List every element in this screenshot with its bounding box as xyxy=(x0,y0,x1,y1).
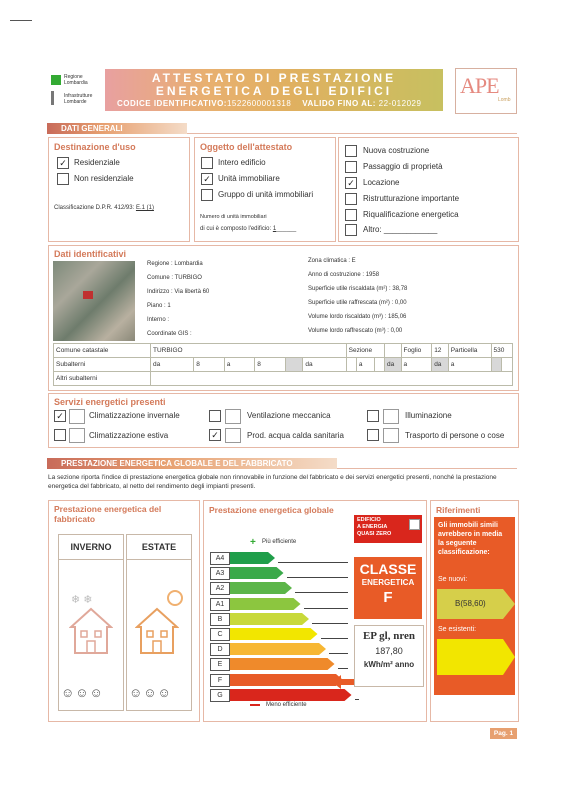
comune: Comune : TURBIGO xyxy=(147,275,202,281)
clima-estiva-checkbox[interactable] xyxy=(54,429,66,441)
riqualificazione-label: Riqualificazione energetica xyxy=(363,210,459,219)
clima-invernale-checkbox[interactable]: ✓ xyxy=(54,410,66,422)
house-summer-icon xyxy=(135,607,179,655)
fabbricato-panel xyxy=(48,500,200,722)
prestazione-intro: La sezione riporta l'indice di prestazione energetica globale non rinnovabile in funzione del fabbricato e dei servizi energetici presenti, nonché la prestazione energetica del fabbricato, al netto del rendimento degli impianti presenti. xyxy=(48,474,497,490)
ristrutturazione-label: Ristrutturazione importante xyxy=(363,194,460,203)
ape-logo-text: APE xyxy=(460,73,499,98)
gruppo-unita-checkbox[interactable] xyxy=(201,189,213,201)
summer-rating-faces: ☺☺☺ xyxy=(129,685,172,700)
da-label: da xyxy=(303,358,346,372)
satellite-map-image xyxy=(53,261,135,341)
region-logo xyxy=(47,69,97,113)
numero-unita-line1: Numero di unità immobiliari xyxy=(200,214,267,220)
acqua-calda-label: Prod. acqua calda sanitaria xyxy=(247,431,344,440)
volume-riscaldato: Volume lordo riscaldato (m³) : 185,06 xyxy=(308,314,407,320)
page-mark xyxy=(10,20,32,21)
indirizzo: Indirizzo : Via libertà 60 xyxy=(147,289,210,295)
class-bar-b xyxy=(230,613,310,625)
nuova-costruzione-checkbox[interactable] xyxy=(345,145,357,157)
class-label-g: G xyxy=(210,689,230,702)
title-band xyxy=(105,69,443,111)
classificazione: Classificazione D.P.R. 412/93: E.1 (1) xyxy=(54,205,154,211)
ep-label: EP gl, nren xyxy=(362,630,416,642)
class-label-d: D xyxy=(210,643,230,656)
particella-label: Particella xyxy=(448,344,491,358)
dati-identificativi-title: Dati identificativi xyxy=(54,249,127,259)
se-nuovi-label: Se nuovi: xyxy=(438,576,468,583)
class-value-line xyxy=(329,653,348,654)
intero-edificio-label: Intero edificio xyxy=(218,158,266,167)
document-title-line1: ATTESTATO DI PRESTAZIONE xyxy=(151,71,397,85)
comune-catastale-label: Comune catastale xyxy=(54,344,151,358)
se-nuovi-value: B(58,60) xyxy=(455,599,486,608)
inverno-cell xyxy=(58,534,124,711)
sun-icon xyxy=(167,590,183,606)
minus-icon xyxy=(250,704,260,706)
globale-panel xyxy=(203,500,427,722)
divider xyxy=(187,133,517,134)
ape-logo-sub: Lomb xyxy=(498,97,511,103)
da-label: da xyxy=(151,358,194,372)
class-label-a2: A2 xyxy=(210,582,230,595)
illuminazione-label: Illuminazione xyxy=(405,411,452,420)
dati-identificativi-panel xyxy=(48,245,519,391)
sezione-value xyxy=(385,344,402,358)
class-value-line xyxy=(338,668,349,669)
ventilazione-label: Ventilazione meccanica xyxy=(247,411,331,420)
a-label: a xyxy=(448,358,491,372)
empty-cell xyxy=(491,358,502,372)
zona-climatica: Zona climatica : E xyxy=(308,258,356,264)
class-value-line xyxy=(278,562,348,563)
class-bar-c xyxy=(230,628,319,640)
locazione-label: Locazione xyxy=(363,178,400,187)
class-label-f: F xyxy=(210,674,230,687)
clima-invernale-label: Climatizzazione invernale xyxy=(89,411,180,420)
altri-subalterni-label: Altri subalterni xyxy=(54,372,151,386)
sezione-label: Sezione xyxy=(346,344,384,358)
oggetto-panel xyxy=(194,137,336,242)
nuova-costruzione-label: Nuova costruzione xyxy=(363,146,430,155)
class-label-c: C xyxy=(210,628,230,641)
empty-cell xyxy=(502,358,513,372)
region-logo-text: Regione Lombardia xyxy=(64,74,88,86)
class-label-e: E xyxy=(210,658,230,671)
intero-edificio-checkbox[interactable] xyxy=(201,157,213,169)
unita-immobiliare-label: Unità immobiliare xyxy=(218,174,280,183)
inverno-label: INVERNO xyxy=(59,535,123,560)
da-label: da xyxy=(385,358,402,372)
residenziale-label: Residenziale xyxy=(74,158,120,167)
class-bar-a1 xyxy=(230,598,302,610)
classe-energetica-box: CLASSE ENERGETICA F xyxy=(354,557,422,619)
class-value-line xyxy=(355,699,359,700)
class-pointer-arrow-icon xyxy=(332,675,354,689)
globale-title: Prestazione energetica globale xyxy=(209,505,334,515)
nzeb-box: EDIFICIO A ENERGIA QUASI ZERO xyxy=(354,515,422,543)
class-value-line xyxy=(321,638,349,639)
divider xyxy=(337,468,517,469)
winter-rating-faces: ☺☺☺ xyxy=(61,685,104,700)
class-label-a4: A4 xyxy=(210,552,230,565)
air-conditioner-icon xyxy=(69,428,85,443)
residenziale-checkbox[interactable]: ✓ xyxy=(57,157,69,169)
trasporto-checkbox[interactable] xyxy=(367,429,379,441)
non-residenziale-checkbox[interactable] xyxy=(57,173,69,185)
class-value-line xyxy=(304,608,349,609)
class-bar-g xyxy=(230,689,353,701)
altro-checkbox[interactable] xyxy=(345,224,357,236)
ape-logo xyxy=(455,68,517,114)
class-bar-a3 xyxy=(230,567,285,579)
se-esistenti-arrow xyxy=(437,639,515,675)
dati-generali-header: DATI GENERALI xyxy=(47,123,187,134)
elevator-icon xyxy=(383,428,399,443)
class-value-line xyxy=(287,577,349,578)
riferimenti-text: Gli immobili simili avrebbero in media la seguente classificazione: xyxy=(438,522,503,556)
locazione-checkbox[interactable]: ✓ xyxy=(345,177,357,189)
lightbulb-icon xyxy=(383,409,399,424)
table-row xyxy=(54,358,513,372)
header xyxy=(47,66,517,118)
class-bar-a2 xyxy=(230,582,293,594)
codice-line: CODICE IDENTIFICATIVO:1522600001318 VALIDO FINO AL: 22-012029 xyxy=(117,99,422,108)
trasporto-label: Trasporto di persone o cose xyxy=(405,431,505,440)
se-esistenti-label: Se esistenti: xyxy=(438,626,477,633)
riferimenti-panel xyxy=(430,500,519,722)
sub-from-value: 8 xyxy=(194,358,224,372)
interno: Interno : xyxy=(147,317,170,323)
class-value-line xyxy=(312,623,348,624)
agency-logo-icon xyxy=(51,91,54,105)
empty-cell xyxy=(285,358,303,372)
foglio-label: Foglio xyxy=(401,344,432,358)
ep-box xyxy=(354,625,424,687)
volume-raffrescato: Volume lordo raffrescato (m³) : 0,00 xyxy=(308,328,403,334)
class-bar-f xyxy=(230,674,344,686)
ristrutturazione-checkbox[interactable] xyxy=(345,193,357,205)
oggetto-title: Oggetto dell'attestato xyxy=(200,142,293,152)
location-marker-icon xyxy=(83,291,93,299)
foglio-value: 12 xyxy=(432,344,449,358)
superficie-raffrescata: Superficie utile raffrescata (m²) : 0,00 xyxy=(308,300,407,306)
a-label: a xyxy=(224,358,254,372)
classe-value: F xyxy=(383,589,393,606)
unita-immobiliare-checkbox[interactable]: ✓ xyxy=(201,173,213,185)
radiator-icon xyxy=(69,409,85,424)
ventilazione-checkbox[interactable] xyxy=(209,410,221,422)
estate-label: ESTATE xyxy=(127,535,191,560)
a-label: a xyxy=(356,358,374,372)
fan-icon xyxy=(225,409,241,424)
ep-value: 187,80 xyxy=(375,646,403,656)
agency-logo-text: Infrastrutture Lombarde xyxy=(64,93,93,105)
class-label-a1: A1 xyxy=(210,598,230,611)
a-label: a xyxy=(401,358,432,372)
table-row xyxy=(54,372,513,386)
piano: Piano : 1 xyxy=(147,303,171,309)
numero-unita-line2: di cui è composto l'edificio: 1______ xyxy=(200,226,297,232)
comune-catastale-value: TURBIGO xyxy=(151,344,347,358)
estate-cell xyxy=(126,534,192,711)
catasto-table xyxy=(53,343,513,386)
coordinate-gis: Coordinate GIS : xyxy=(147,331,192,337)
empty-cell xyxy=(346,358,356,372)
servizi-panel xyxy=(48,393,519,448)
lombardia-logo-icon xyxy=(51,75,61,85)
empty-cell xyxy=(374,358,384,372)
servizi-title: Servizi energetici presenti xyxy=(54,397,166,407)
passaggio-checkbox[interactable] xyxy=(345,161,357,173)
subalterni-label: Subalterni xyxy=(54,358,151,372)
fabbricato-title: Prestazione energetica del fabbricato xyxy=(54,504,162,524)
particella-value: 530 xyxy=(491,344,513,358)
prestazione-header: PRESTAZIONE ENERGETICA GLOBALE E DEL FABBRICATO xyxy=(47,458,337,469)
superficie-riscaldata: Superficie utile riscaldata (m²) : 38,78 xyxy=(308,286,408,292)
nzeb-checkbox[interactable] xyxy=(409,519,420,530)
class-bar-d xyxy=(230,643,327,655)
non-residenziale-label: Non residenziale xyxy=(74,174,134,183)
riferimenti-title: Riferimenti xyxy=(436,505,481,515)
hot-water-icon xyxy=(225,428,241,443)
destinazione-title: Destinazione d'uso xyxy=(54,142,136,152)
house-winter-icon xyxy=(69,607,113,655)
altro-label: Altro: ____________ xyxy=(363,225,438,234)
class-label-b: B xyxy=(210,613,230,626)
document-title-line2: ENERGETICA DEGLI EDIFICI xyxy=(155,84,393,98)
riqualificazione-checkbox[interactable] xyxy=(345,209,357,221)
acqua-calda-checkbox[interactable]: ✓ xyxy=(209,429,221,441)
page-number: Pag. 1 xyxy=(490,728,517,739)
piu-efficiente-label: Più efficiente xyxy=(262,539,297,545)
class-value-line xyxy=(295,592,348,593)
regione: Regione : Lombardia xyxy=(147,261,203,267)
altri-subalterni-value xyxy=(151,372,513,386)
illuminazione-checkbox[interactable] xyxy=(367,410,379,422)
gruppo-unita-label: Gruppo di unità immobiliari xyxy=(218,190,314,199)
sub-to-value: 8 xyxy=(255,358,285,372)
class-bar-e xyxy=(230,658,336,670)
da-label: da xyxy=(432,358,449,372)
plus-icon: + xyxy=(250,537,256,548)
anno-costruzione: Anno di costruzione : 1958 xyxy=(308,272,380,278)
clima-estiva-label: Climatizzazione estiva xyxy=(89,431,169,440)
motivazione-panel xyxy=(338,137,519,242)
ep-unit: kWh/m² anno xyxy=(363,660,415,669)
class-bar-a4 xyxy=(230,552,276,564)
passaggio-label: Passaggio di proprietà xyxy=(363,162,443,171)
destinazione-panel xyxy=(48,137,190,242)
meno-efficiente-label: Meno efficiente xyxy=(266,702,307,708)
class-label-a3: A3 xyxy=(210,567,230,580)
snowflake-icon: ❄ ❄ xyxy=(71,594,93,606)
table-row xyxy=(54,344,513,358)
